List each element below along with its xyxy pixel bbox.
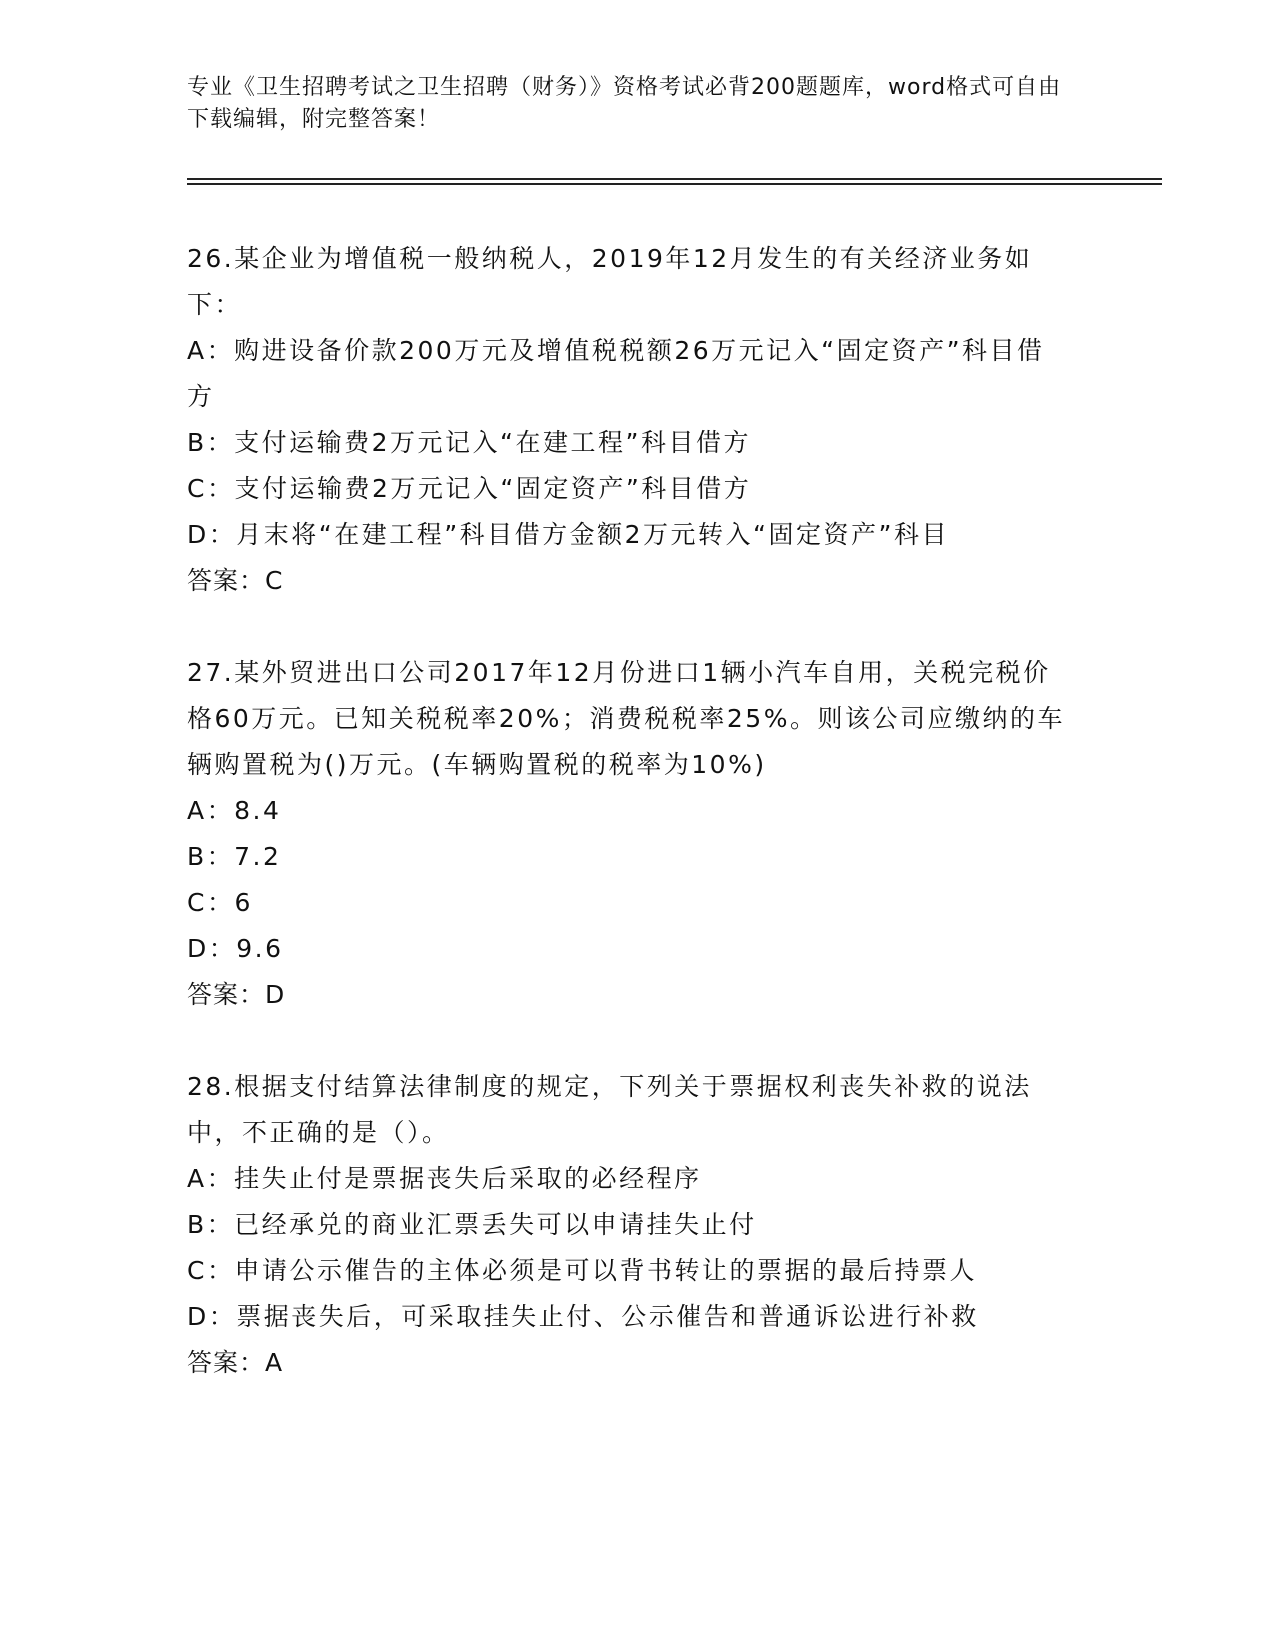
header-divider-bottom <box>187 183 1162 185</box>
question-stem: 28.根据支付结算法律制度的规定，下列关于票据权利丧失补救的说法中，不正确的是（）。 <box>187 1072 1032 1147</box>
question-list <box>187 236 1067 1432</box>
option-a: A：8.4 <box>187 796 282 825</box>
option-d: D：月末将“在建工程”科目借方金额2万元转入“固定资产”科目 <box>187 520 949 549</box>
question-27 <box>187 650 1067 1018</box>
question-stem: 27.某外贸进出口公司2017年12月份进口1辆小汽车自用，关税完税价格60万元。已知关税税率20%；消费税税率25%。则该公司应缴纳的车辆购置税为()万元。(车辆购置税的税率为10%) <box>187 658 1065 779</box>
option-c: C：支付运输费2万元记入“固定资产”科目借方 <box>187 474 752 503</box>
answer-label: 答案：D <box>187 980 286 1009</box>
option-a: A：挂失止付是票据丧失后采取的必经程序 <box>187 1164 702 1193</box>
document-header <box>187 72 1067 136</box>
option-b: B：支付运输费2万元记入“在建工程”科目借方 <box>187 428 751 457</box>
header-divider-top <box>187 178 1162 180</box>
option-b: B：已经承兑的商业汇票丢失可以申请挂失止付 <box>187 1210 757 1239</box>
question-26 <box>187 236 1067 604</box>
option-b: B：7.2 <box>187 842 282 871</box>
question-28 <box>187 1064 1067 1386</box>
answer-label: 答案：C <box>187 566 284 595</box>
option-d: D：9.6 <box>187 934 284 963</box>
header-text: 专业《卫生招聘考试之卫生招聘（财务）》资格考试必背200题题库，word格式可自由下载编辑，附完整答案！ <box>187 75 1062 132</box>
option-a: A：购进设备价款200万元及增值税税额26万元记入“固定资产”科目借方 <box>187 336 1045 411</box>
option-d: D：票据丧失后，可采取挂失止付、公示催告和普通诉讼进行补救 <box>187 1302 979 1331</box>
option-c: C：6 <box>187 888 253 917</box>
question-stem: 26.某企业为增值税一般纳税人，2019年12月发生的有关经济业务如下： <box>187 244 1033 319</box>
option-c: C：申请公示催告的主体必须是可以背书转让的票据的最后持票人 <box>187 1256 977 1285</box>
answer-label: 答案：A <box>187 1348 284 1377</box>
